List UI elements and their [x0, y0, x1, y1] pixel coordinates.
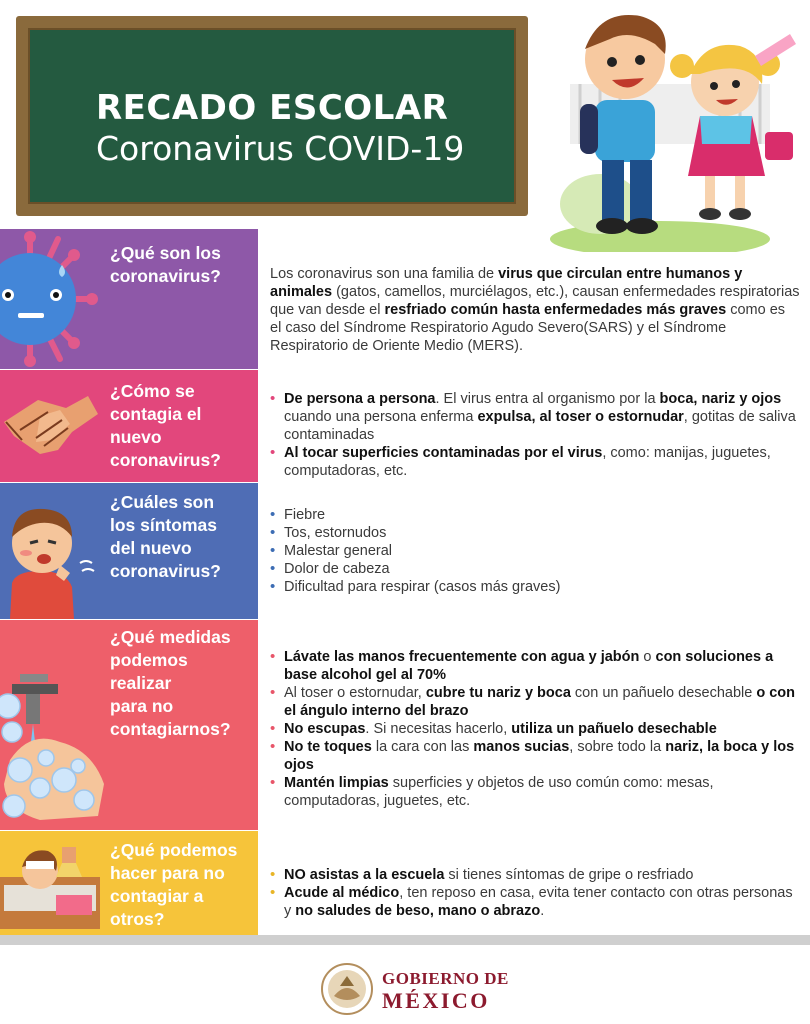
section-prevention: [0, 620, 258, 830]
footer-logo: [320, 962, 520, 1018]
bold-text-run: no saludes de beso, mano o abrazo: [295, 903, 541, 919]
text-run: .: [540, 903, 545, 919]
text-run: la cara con las: [371, 739, 474, 755]
page-title: RECADO ESCOLAR: [96, 88, 449, 128]
question-1: ¿Qué son los coronavirus?: [110, 243, 221, 286]
bullet-item: [270, 542, 800, 560]
handwashing-icon: [0, 620, 108, 830]
answer-1-text: [270, 265, 800, 355]
question-3: ¿Cuáles son los síntomas del nuevo coronavirus?: [110, 492, 221, 581]
bold-text-run: virus que circulan entre humanos y animales: [270, 266, 743, 300]
text-run: . Si necesitas hacerlo,: [365, 721, 512, 737]
bullet-item: [270, 506, 800, 524]
bold-text-run: De persona a persona: [284, 391, 436, 407]
text-run: Fiebre: [284, 507, 326, 523]
question-5: ¿Qué podemos hacer para no contagiar a otros?: [110, 840, 238, 929]
bullet-item: [270, 560, 800, 578]
text-run: Los coronavirus son una familia de: [270, 266, 499, 282]
bold-text-run: nariz, la boca y los ojos: [284, 739, 795, 773]
text-run: , ten reposo en casa, evita tener contacto con otras personas y: [284, 885, 793, 919]
bullet-item: [270, 774, 800, 810]
text-run: con un pañuelo desechable: [570, 685, 757, 701]
bullet-item: [270, 390, 800, 444]
answer-5-list: [270, 866, 800, 920]
page-subtitle: Coronavirus COVID-19: [96, 129, 465, 168]
bold-text-run: Mantén limpias: [284, 775, 389, 791]
virus-icon: [0, 229, 100, 369]
bold-text-run: utiliza un pañuelo desechable: [511, 721, 717, 737]
section-avoid-spreading: [0, 831, 258, 935]
school-kids-illustration: [540, 4, 800, 252]
text-run: Tos, estornudos: [284, 525, 387, 541]
question-4: ¿Qué medidas podemos realizar para no contagiarnos?: [110, 627, 231, 739]
text-run: si tienes síntomas de gripe o resfriado: [444, 867, 694, 883]
bold-text-run: manos sucias: [473, 739, 570, 755]
bold-text-run: NO asistas a la escuela: [284, 867, 445, 883]
text-run: superficies y objetos de uso común como: mesas, computadoras, juguetes, etc.: [284, 775, 714, 809]
section-how-contagion: [0, 370, 258, 482]
sick-child-icon: [0, 483, 100, 619]
answer-3-list: [270, 506, 800, 596]
text-run: . El virus entra al organismo por la: [435, 391, 660, 407]
bullet-item: [270, 524, 800, 542]
bold-text-run: No escupas: [284, 721, 366, 737]
text-run: , sobre todo la: [569, 739, 666, 755]
text-run: Malestar general: [284, 543, 392, 559]
government-name-line1: GOBIERNO DE: [382, 969, 509, 988]
chalkboard-header: [16, 16, 528, 216]
footer-divider: [0, 935, 810, 945]
text-run: (gatos, camellos, murciélagos, etc.), causan enfermedades respiratorias que van desde el: [270, 284, 800, 318]
text-run: como es el caso del Síndrome Respiratorio Agudo Severo(SARS) y el Síndrome Respiratorio de Oriente Medio (MERS).: [270, 302, 786, 354]
text-run: Dificultad para respirar (casos más graves): [284, 579, 561, 595]
bullet-item: [270, 866, 800, 884]
bold-text-run: Acude al médico: [284, 885, 400, 901]
text-run: Dolor de cabeza: [284, 561, 390, 577]
bold-text-run: o con el ángulo interno del brazo: [284, 685, 796, 719]
bold-text-run: expulsa, al toser o estornudar: [477, 409, 684, 425]
text-run: , gotitas de saliva contaminadas: [284, 409, 796, 443]
chalkboard-surface: [28, 28, 516, 204]
answer-4-list: [270, 648, 800, 810]
bullet-item: [270, 684, 800, 720]
bold-text-run: cubre tu nariz y boca: [425, 685, 571, 701]
bold-text-run: No te toques: [284, 739, 372, 755]
bullet-item: [270, 578, 800, 596]
bold-text-run: boca, nariz y ojos: [659, 391, 782, 407]
bold-text-run: Al tocar superficies contaminadas por el virus: [284, 445, 603, 461]
bullet-item: [270, 444, 800, 480]
section-what-is-coronavirus: [0, 229, 258, 369]
question-2: ¿Cómo se contagia el nuevo coronavirus?: [110, 381, 221, 470]
text-run: cuando una persona enferma: [284, 409, 478, 425]
section-symptoms: [0, 483, 258, 619]
bold-text-run: Lávate las manos frecuentemente con agua y jabón: [284, 649, 640, 665]
bullet-item: [270, 738, 800, 774]
bullet-item: [270, 720, 800, 738]
bullet-item: [270, 884, 800, 920]
handshake-icon: [0, 370, 100, 482]
bold-text-run: con soluciones a base alcohol gel al 70%: [284, 649, 774, 683]
sick-in-bed-icon: [0, 831, 104, 935]
text-run: o: [639, 649, 656, 665]
bold-text-run: resfriado común hasta enfermedades más graves: [384, 302, 727, 318]
text-run: Al toser o estornudar,: [284, 685, 426, 701]
government-name-line2: MÉXICO: [382, 988, 490, 1013]
answer-2-list: [270, 390, 800, 480]
mexico-seal-icon: [320, 962, 374, 1016]
bullet-item: [270, 648, 800, 684]
text-run: , como: manijas, juguetes, computadoras, etc.: [284, 445, 771, 479]
